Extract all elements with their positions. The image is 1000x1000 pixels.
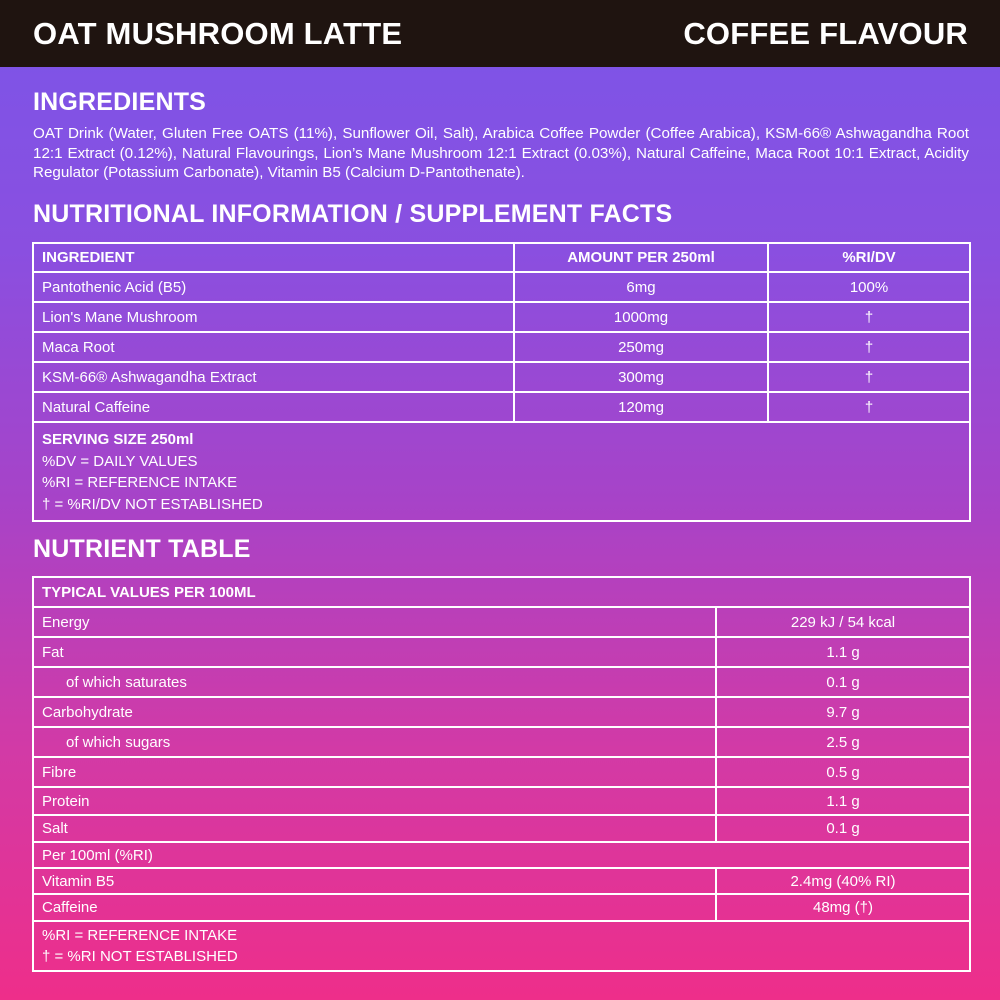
table-row	[33, 815, 970, 842]
row-name: Lion's Mane Mushroom	[33, 302, 514, 332]
col-header-amount: AMOUNT PER 250ml	[514, 243, 768, 272]
ingredients-text: OAT Drink (Water, Gluten Free OATS (11%), Sunflower Oil, Salt), Arabica Coffee Powder (Coffee Arabica), KSM-66® Ashwagandha Root 12:1 Extract (0.12%), Natural Flavourings, Lion’s Mane Mushroom 12:1 Extract (0.03%), Natural Caffeine, Maca Root 10:1 Extract, Acidity Regulator (Potassium Carbonate), Vitamin B5 (Calcium D-Pantothenate).	[33, 125, 969, 181]
row-amount: 1000mg	[514, 302, 768, 332]
nutrient-notes	[33, 921, 970, 971]
table-row	[33, 332, 970, 362]
per100-label: Per 100ml (%RI)	[33, 842, 970, 868]
col-header-ri: %RI/DV	[768, 243, 970, 272]
supplement-notes-row	[33, 422, 970, 521]
table-row	[33, 727, 970, 757]
nutrient-label: Protein	[33, 787, 716, 815]
nutrient-label: Carbohydrate	[33, 697, 716, 727]
supplement-notes	[33, 422, 970, 521]
per100-row	[33, 842, 970, 868]
top-banner	[0, 0, 1000, 67]
nutrient-label: Energy	[33, 607, 716, 637]
supplement-facts-table	[32, 242, 971, 522]
row-name: Natural Caffeine	[33, 392, 514, 422]
table-row	[33, 272, 970, 302]
row-amount: 6mg	[514, 272, 768, 302]
nutrient-value: 229 kJ / 54 kcal	[716, 607, 970, 637]
nutrient-value: 1.1 g	[716, 637, 970, 667]
nutrient-value: 9.7 g	[716, 697, 970, 727]
flavour-label: COFFEE FLAVOUR	[683, 15, 968, 51]
table-row	[33, 392, 970, 422]
ingredients-title: INGREDIENTS	[33, 88, 207, 116]
supplement-facts-title: NUTRITIONAL INFORMATION / SUPPLEMENT FACTS	[33, 200, 673, 228]
table-row	[33, 302, 970, 332]
nutrient-label: Vitamin B5	[33, 868, 716, 894]
table-row	[33, 868, 970, 894]
nutrient-value: 0.1 g	[716, 667, 970, 697]
nutrient-header-row	[33, 577, 970, 607]
dagger-note: † = %RI/DV NOT ESTABLISHED	[42, 495, 263, 513]
dagger-note: † = %RI NOT ESTABLISHED	[42, 948, 238, 965]
col-header-ingredient: INGREDIENT	[33, 243, 514, 272]
nutrient-label: Caffeine	[33, 894, 716, 921]
nutrient-table	[32, 576, 971, 972]
table-row	[33, 362, 970, 392]
serving-size-note: SERVING SIZE 250ml	[42, 431, 194, 448]
row-name: Pantothenic Acid (B5)	[33, 272, 514, 302]
nutrient-notes-row	[33, 921, 970, 971]
nutrient-value: 1.1 g	[716, 787, 970, 815]
row-name: Maca Root	[33, 332, 514, 362]
table-row	[33, 757, 970, 787]
row-ri: †	[768, 332, 970, 362]
nutrient-label: of which saturates	[33, 667, 716, 697]
row-ri: †	[768, 302, 970, 332]
row-ri: †	[768, 392, 970, 422]
row-amount: 120mg	[514, 392, 768, 422]
table-header-row	[33, 243, 970, 272]
table-row	[33, 787, 970, 815]
product-name: OAT MUSHROOM LATTE	[33, 15, 403, 51]
table-row	[33, 607, 970, 637]
nutrient-header: TYPICAL VALUES PER 100ML	[33, 577, 970, 607]
nutrient-value: 0.1 g	[716, 815, 970, 842]
row-ri: †	[768, 362, 970, 392]
row-ri: 100%	[768, 272, 970, 302]
nutrient-label: Fat	[33, 637, 716, 667]
nutrient-table-title: NUTRIENT TABLE	[33, 535, 251, 563]
nutrient-value: 48mg (†)	[716, 894, 970, 921]
table-row	[33, 637, 970, 667]
dv-note: %DV = DAILY VALUES	[42, 452, 198, 470]
nutrient-label: of which sugars	[33, 727, 716, 757]
row-amount: 300mg	[514, 362, 768, 392]
nutrient-value: 2.4mg (40% RI)	[716, 868, 970, 894]
table-row	[33, 894, 970, 921]
row-amount: 250mg	[514, 332, 768, 362]
table-row	[33, 667, 970, 697]
nutrient-label: Salt	[33, 815, 716, 842]
row-name: KSM-66® Ashwagandha Extract	[33, 362, 514, 392]
nutrient-value: 0.5 g	[716, 757, 970, 787]
table-row	[33, 697, 970, 727]
ri-note: %RI = REFERENCE INTAKE	[42, 474, 238, 491]
ri-note: %RI = REFERENCE INTAKE	[42, 927, 238, 944]
nutrient-value: 2.5 g	[716, 727, 970, 757]
nutrient-label: Fibre	[33, 757, 716, 787]
